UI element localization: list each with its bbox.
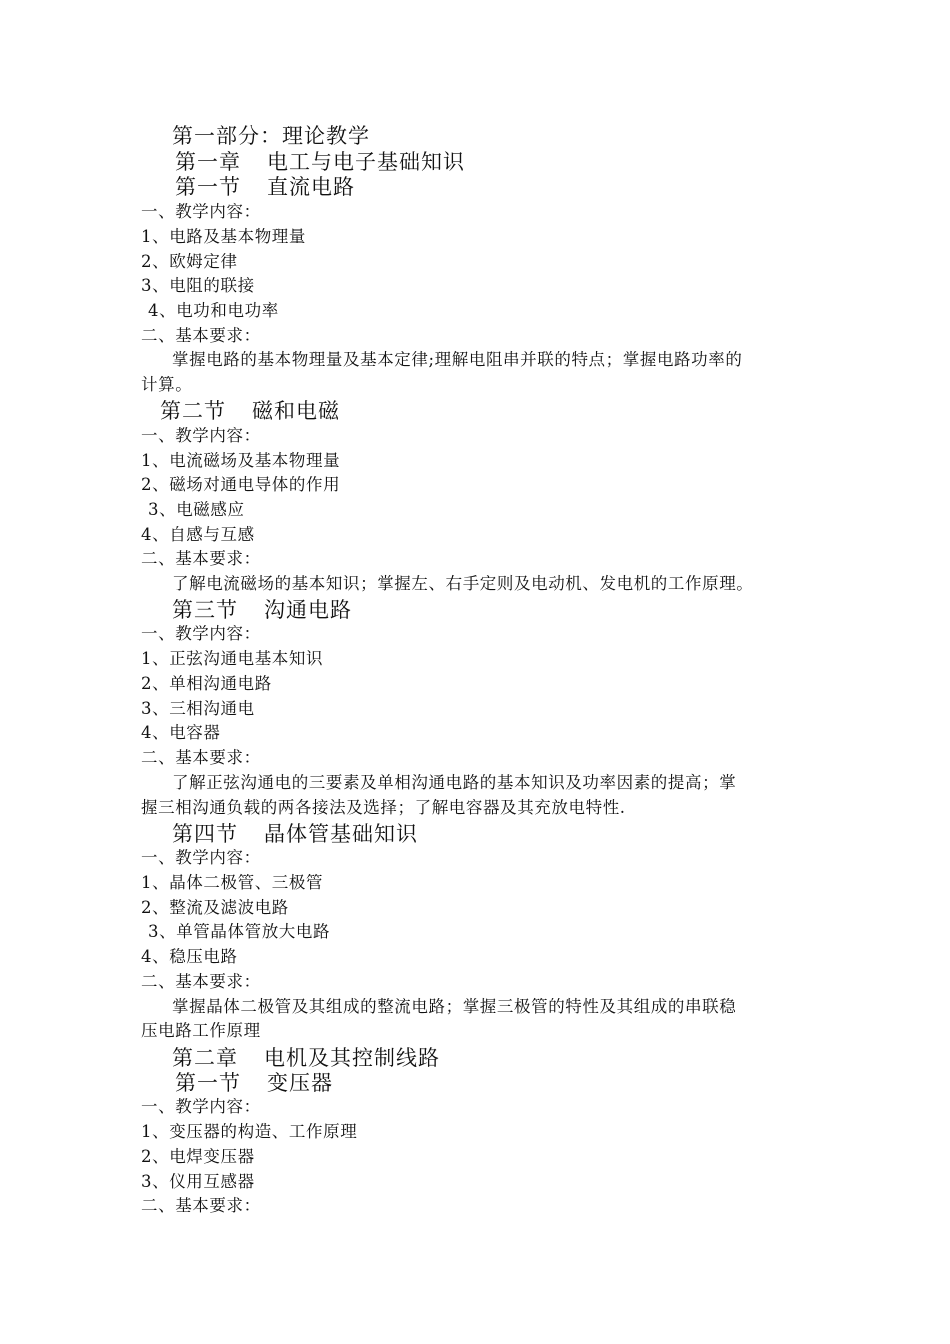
teaching-content-label: 一、教学内容： [141, 1097, 261, 1116]
list-item: 3、三相沟通电 [141, 699, 255, 718]
chapter-1-section-3-heading: 第三节 沟通电路 [172, 598, 352, 622]
list-item: 3、电阻的联接 [141, 276, 255, 295]
requirement-text: 掌握晶体二极管及其组成的整流电路；掌握三极管的特性及其组成的串联稳 [172, 997, 737, 1016]
basic-requirements-label: 二、基本要求： [141, 748, 261, 767]
list-item: 4、电功和电功率 [148, 301, 279, 320]
chapter-2-heading: 第二章 电机及其控制线路 [172, 1046, 440, 1070]
teaching-content-label: 一、教学内容： [141, 848, 261, 867]
requirement-text: 了解电流磁场的基本知识；掌握左、右手定则及电动机、发电机的工作原理。 [172, 574, 754, 593]
list-item: 1、正弦沟通电基本知识 [141, 649, 324, 668]
list-item: 3、电磁感应 [148, 500, 245, 519]
list-item: 2、欧姆定律 [141, 252, 238, 271]
list-item: 2、整流及滤波电路 [141, 898, 289, 917]
list-item: 4、自感与互感 [141, 525, 255, 544]
list-item: 2、单相沟通电路 [141, 674, 272, 693]
teaching-content-label: 一、教学内容： [141, 426, 261, 445]
basic-requirements-label: 二、基本要求： [141, 549, 261, 568]
chapter-1-section-2-heading: 第二节 磁和电磁 [160, 399, 340, 423]
chapter-2-section-1-heading: 第一节 变压器 [175, 1071, 333, 1095]
teaching-content-label: 一、教学内容： [141, 624, 261, 643]
list-item: 1、电流磁场及基本物理量 [141, 451, 341, 470]
list-item: 2、磁场对通电导体的作用 [141, 475, 341, 494]
requirement-text: 计算。 [141, 375, 193, 394]
requirement-text: 压电路工作原理 [141, 1021, 261, 1040]
chapter-1-heading: 第一章 电工与电子基础知识 [175, 150, 465, 174]
list-item: 1、电路及基本物理量 [141, 227, 306, 246]
list-item: 4、电容器 [141, 723, 221, 742]
list-item: 1、变压器的构造、工作原理 [141, 1122, 358, 1141]
list-item: 4、稳压电路 [141, 947, 238, 966]
requirement-text: 握三相沟通负载的两各接法及选择；了解电容器及其充放电特性. [141, 798, 626, 817]
chapter-1-section-1-heading: 第一节 直流电路 [175, 175, 355, 199]
list-item: 3、单管晶体管放大电路 [148, 922, 331, 941]
requirement-text: 了解正弦沟通电的三要素及单相沟通电路的基本知识及功率因素的提高；掌 [172, 773, 737, 792]
list-item: 3、仪用互感器 [141, 1172, 255, 1191]
basic-requirements-label: 二、基本要求： [141, 1196, 261, 1215]
chapter-1-section-4-heading: 第四节 晶体管基础知识 [172, 822, 418, 846]
teaching-content-label: 一、教学内容： [141, 202, 261, 221]
list-item: 2、电焊变压器 [141, 1147, 255, 1166]
requirement-text: 掌握电路的基本物理量及基本定律;理解电阻串并联的特点；掌握电路功率的 [172, 350, 743, 369]
part-heading: 第一部分：理论教学 [172, 124, 370, 148]
list-item: 1、晶体二极管、三极管 [141, 873, 324, 892]
basic-requirements-label: 二、基本要求： [141, 972, 261, 991]
basic-requirements-label: 二、基本要求： [141, 326, 261, 345]
